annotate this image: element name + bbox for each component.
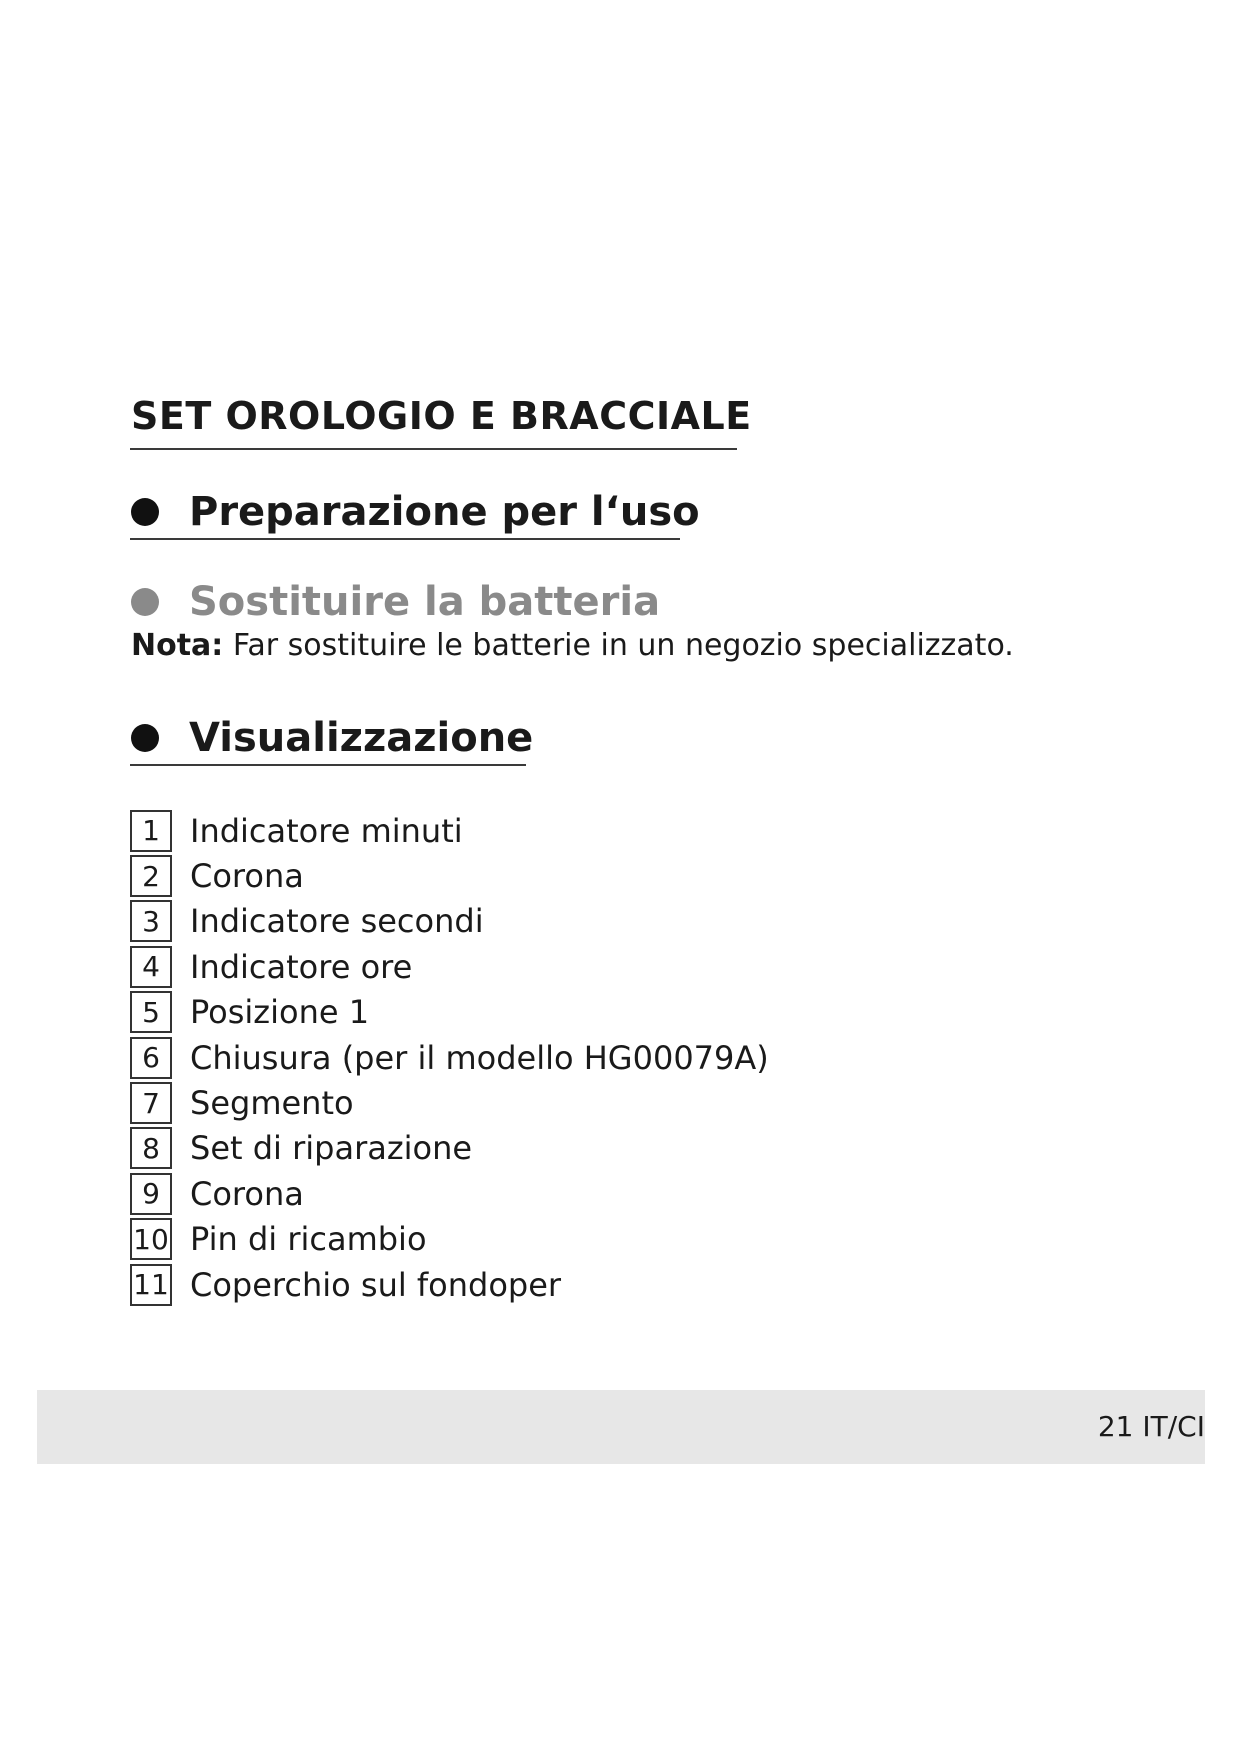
legend-item — [130, 1126, 769, 1171]
legend-number: 10 — [130, 1218, 172, 1260]
legend-label: Segmento — [190, 1084, 354, 1123]
legend-item — [130, 808, 769, 853]
legend-label: Indicatore minuti — [190, 811, 463, 850]
section-heading-display — [131, 715, 534, 761]
battery-note — [131, 628, 1014, 664]
legend-number: 2 — [130, 855, 172, 897]
legend-item — [130, 1035, 769, 1080]
legend-number: 11 — [130, 1264, 172, 1306]
note-text: Far sostituire le batterie in un negozio specializzato. — [223, 628, 1014, 663]
legend-item — [130, 853, 769, 898]
bullet-icon — [131, 588, 159, 616]
legend-item — [130, 1217, 769, 1262]
legend-item — [130, 990, 769, 1035]
legend-label: Corona — [190, 1174, 304, 1213]
section-heading-text: Visualizzazione — [189, 715, 534, 761]
section-heading-text: Preparazione per l‘uso — [189, 489, 700, 535]
legend-number: 1 — [130, 810, 172, 852]
legend-label: Set di riparazione — [190, 1129, 473, 1168]
section-underline — [130, 538, 680, 540]
legend-label: Corona — [190, 857, 304, 896]
legend-number: 3 — [130, 900, 172, 942]
legend-number: 8 — [130, 1127, 172, 1169]
title-underline — [130, 448, 737, 450]
legend-item — [130, 1080, 769, 1125]
section-heading-text: Sostituire la batteria — [189, 579, 661, 625]
parts-legend — [130, 808, 769, 1307]
legend-number: 5 — [130, 991, 172, 1033]
bullet-icon — [131, 724, 159, 752]
note-label: Nota: — [131, 628, 224, 663]
section-heading-battery — [131, 579, 661, 625]
legend-label: Pin di ricambio — [190, 1220, 427, 1259]
page-number: 21 IT/CI — [1097, 1410, 1205, 1443]
legend-label: Indicatore secondi — [190, 902, 484, 941]
legend-number: 6 — [130, 1037, 172, 1079]
legend-item — [130, 944, 769, 989]
legend-label: Posizione 1 — [190, 993, 370, 1032]
bullet-icon — [131, 498, 159, 526]
legend-number: 9 — [130, 1173, 172, 1215]
legend-number: 7 — [130, 1082, 172, 1124]
document-title: SET OROLOGIO E BRACCIALE — [131, 394, 752, 438]
legend-item — [130, 1171, 769, 1216]
legend-number: 4 — [130, 946, 172, 988]
legend-item — [130, 899, 769, 944]
legend-item — [130, 1262, 769, 1307]
legend-label: Coperchio sul fondoper — [190, 1265, 562, 1304]
footer-bar — [37, 1390, 1205, 1464]
section-underline — [130, 764, 526, 766]
legend-label: Chiusura (per il modello HG00079A) — [190, 1038, 769, 1077]
section-heading-preparation — [131, 489, 700, 535]
legend-label: Indicatore ore — [190, 947, 413, 986]
